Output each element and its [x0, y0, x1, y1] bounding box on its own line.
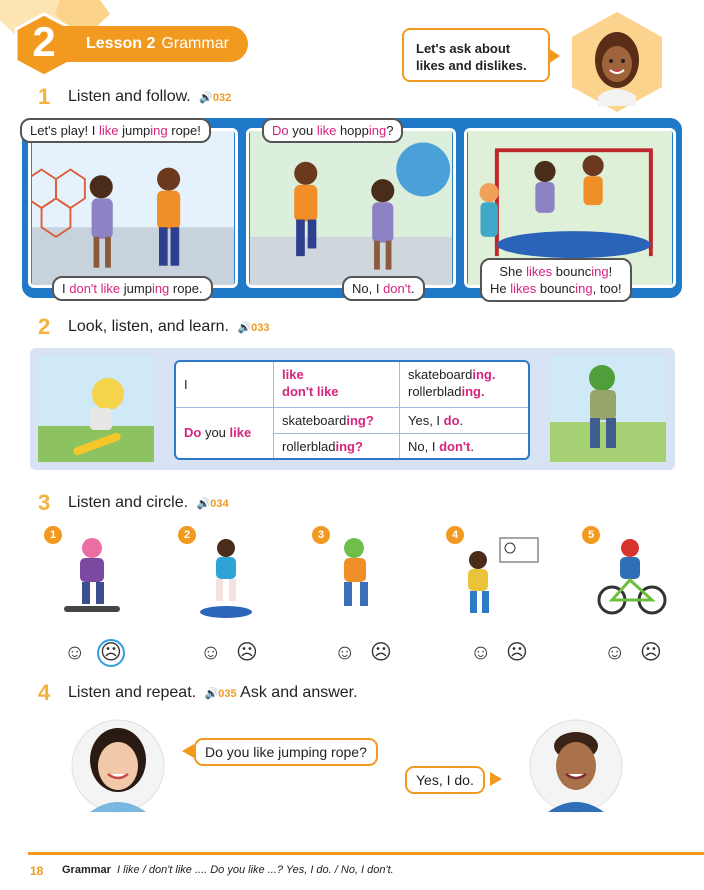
lesson-title-pill	[58, 26, 248, 62]
footer-rule	[28, 852, 704, 855]
happy-face-3[interactable]: ☺	[334, 641, 356, 664]
p2t-3: hopp	[336, 123, 369, 138]
sad-face-3[interactable]: ☹	[370, 641, 392, 664]
section2-title: Look, listen, and learn.	[68, 318, 229, 335]
sad-face-5[interactable]: ☹	[640, 641, 662, 664]
section3-title: Listen and circle.	[68, 494, 189, 511]
item-number-1: 1	[44, 526, 62, 544]
cell-like: like	[282, 367, 304, 382]
speech-bubble-panel3	[480, 258, 632, 302]
p2b-1: don't	[383, 281, 411, 296]
t10: Yes, I	[408, 413, 444, 428]
section3-title-row	[68, 494, 229, 512]
speech-bubble-panel1-top	[20, 118, 211, 143]
section4-title-row	[68, 684, 358, 702]
p2b-2: .	[410, 281, 415, 296]
t11: do	[443, 413, 460, 428]
speech-bubble-panel2-top	[262, 118, 403, 143]
item-number-2: 2	[178, 526, 196, 544]
section1-audio-number: 032	[212, 92, 232, 104]
section2-number: 2	[38, 314, 51, 339]
p2t-2: like	[316, 123, 337, 138]
girl-portrait-hexagon	[570, 10, 664, 114]
p3b-4: , too!	[592, 281, 622, 296]
cell-do-you-like	[176, 408, 274, 460]
audio-track-034[interactable]: 🔊034	[196, 498, 229, 510]
p3b-3: ing	[575, 281, 593, 296]
skateboarder-illustration	[38, 356, 154, 462]
unit-number: 2	[32, 18, 56, 65]
happy-face-5[interactable]: ☺	[604, 641, 626, 664]
p2b-0: No, I	[352, 281, 384, 296]
question-bubble: Do you like jumping rope?	[194, 738, 378, 766]
p3b-2: bounc	[536, 281, 576, 296]
rollerblader-illustration	[550, 356, 666, 462]
item-number-5: 5	[582, 526, 600, 544]
t4: ing.	[461, 384, 485, 399]
section2-audio-number: 033	[251, 322, 270, 334]
sad-face-1[interactable]: ☹	[100, 641, 122, 664]
kid-skateboarding-image	[56, 534, 128, 624]
t16: don't	[439, 439, 471, 454]
p3a-4: !	[608, 264, 613, 279]
t7: like	[229, 425, 252, 440]
speech-bubble-panel2-bottom	[342, 276, 425, 301]
kid-soccer-image	[456, 534, 542, 624]
cell-skateboarding-1	[408, 366, 520, 383]
section1-number: 1	[38, 84, 51, 109]
p3a-1: likes	[526, 264, 553, 279]
t12: .	[459, 413, 464, 428]
circled-answer-1	[97, 639, 125, 667]
p1b-4: rope.	[169, 281, 203, 296]
cell-dont-like: don't like	[282, 384, 339, 399]
p1b-0: I	[62, 281, 70, 296]
t3: rollerblad	[408, 384, 462, 399]
lesson-topic: Grammar	[161, 35, 229, 52]
section3-audio-number: 034	[210, 498, 229, 510]
t2: ing.	[472, 367, 496, 382]
comic-panel-2	[246, 128, 456, 288]
p2t-5: ?	[386, 123, 394, 138]
section4-title: Listen and repeat.	[68, 684, 197, 701]
boy-photo	[528, 718, 624, 814]
panel3-line2	[490, 280, 622, 297]
intro-bubble-line2: likes and dislikes.	[416, 58, 527, 73]
happy-face-1[interactable]: ☺	[64, 641, 86, 664]
section4-audio-number: 035	[218, 688, 237, 700]
p3a-0: She	[499, 264, 527, 279]
t1: skateboard	[408, 367, 473, 382]
kid-bouncing-image	[190, 534, 262, 624]
cell-skateboarding-q	[274, 408, 400, 434]
t14: ing?	[335, 439, 363, 454]
cell-no-answer	[400, 434, 528, 460]
lesson-label: Lesson 2	[86, 35, 156, 52]
p1b-3: ing	[151, 281, 170, 296]
item-number-4: 4	[446, 526, 464, 544]
intro-bubble-line1: Let's ask about	[416, 41, 511, 56]
p1t-1: like	[98, 123, 119, 138]
cell-yes-answer	[400, 408, 528, 434]
cell-like-dontlike	[274, 362, 400, 408]
cell-rollerblading-q	[274, 434, 400, 460]
cell-rollerblading-1	[408, 383, 520, 400]
p1t-3: ing	[150, 123, 168, 138]
t6: you	[201, 425, 230, 440]
p3a-2: bounc	[552, 264, 592, 279]
panel3-line1	[490, 263, 622, 280]
footer-text: I like / don't like .... Do you like ...? Yes, I do. / No, I don't.	[117, 864, 394, 876]
t8: skateboard	[282, 413, 347, 428]
footer-grammar-summary	[62, 864, 394, 876]
section4-number: 4	[38, 680, 51, 705]
grammar-table	[174, 360, 530, 460]
girl-photo	[70, 718, 166, 814]
p3b-0: He	[490, 281, 511, 296]
sad-face-2[interactable]: ☹	[236, 641, 258, 664]
item-number-3: 3	[312, 526, 330, 544]
p1b-1: don't like	[69, 281, 121, 296]
comic-panel-1	[28, 128, 238, 288]
footer-label: Grammar	[62, 864, 111, 876]
cell-activities-1	[400, 362, 528, 408]
section1-title-row	[68, 88, 231, 106]
section1-title: Listen and follow.	[68, 88, 191, 105]
p1t-0: Let's play! I	[30, 123, 99, 138]
t17: .	[470, 439, 474, 454]
audio-track-035[interactable]: 🔊035	[204, 688, 237, 700]
question-bubble-tail	[182, 744, 194, 758]
happy-face-4[interactable]: ☺	[470, 641, 492, 664]
p3a-3: ing	[591, 264, 609, 279]
t9: ing?	[346, 413, 374, 428]
p1b-2: jump	[120, 281, 152, 296]
happy-face-2[interactable]: ☺	[200, 641, 222, 664]
cell-subject: I	[176, 362, 274, 408]
p2t-4: ing	[368, 123, 387, 138]
t15: No, I	[408, 439, 440, 454]
p2t-0: Do	[272, 123, 289, 138]
audio-track-033[interactable]: 🔊033	[237, 322, 270, 334]
comic-strip	[22, 118, 682, 298]
audio-track-032[interactable]: 🔊032	[199, 92, 232, 104]
sad-face-4[interactable]: ☹	[506, 641, 528, 664]
t13: rollerblad	[282, 439, 336, 454]
t5: Do	[184, 425, 202, 440]
page-number: 18	[30, 864, 44, 878]
speech-bubble-panel1-bottom	[52, 276, 213, 301]
p2t-1: you	[288, 123, 317, 138]
intro-bubble-tail	[548, 48, 560, 64]
p1t-2: jump	[118, 123, 151, 138]
kid-biking-image	[596, 534, 668, 624]
p3b-1: likes	[510, 281, 537, 296]
answer-bubble: Yes, I do.	[405, 766, 485, 794]
intro-speech-bubble	[402, 28, 550, 82]
p1t-4: rope!	[167, 123, 201, 138]
section3-number: 3	[38, 490, 51, 515]
answer-bubble-tail	[490, 772, 502, 786]
section2-title-row	[68, 318, 270, 336]
kid-rollerblading-image	[324, 534, 396, 624]
section4-title2: Ask and answer.	[240, 684, 358, 701]
